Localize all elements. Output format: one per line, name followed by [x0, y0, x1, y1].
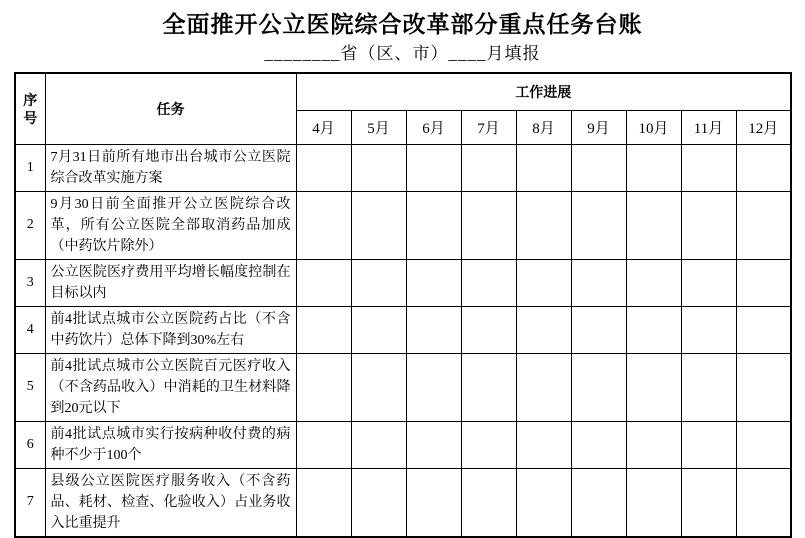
progress-cell: [296, 421, 351, 468]
progress-cell: [461, 468, 516, 537]
progress-cell: [571, 421, 626, 468]
month-header-5: 5月: [351, 110, 406, 144]
progress-cell: [681, 144, 736, 191]
progress-cell: [571, 191, 626, 259]
task-text: 县级公立医院医疗服务收入（不含药品、耗材、检查、化验收入）占业务收入比重提升: [45, 468, 296, 537]
progress-cell: [461, 191, 516, 259]
progress-cell: [626, 144, 681, 191]
progress-cell: [406, 468, 461, 537]
progress-cell: [461, 306, 516, 353]
progress-cell: [736, 259, 791, 306]
table-row: [15, 421, 791, 468]
progress-cell: [351, 144, 406, 191]
progress-cell: [516, 306, 571, 353]
progress-cell: [626, 306, 681, 353]
table-row: [15, 306, 791, 353]
task-text: 前4批试点城市实行按病种收付费的病种不少于100个: [45, 421, 296, 468]
progress-cell: [461, 353, 516, 421]
progress-cell: [626, 353, 681, 421]
row-index: 5: [15, 353, 45, 421]
page-title: 全面推开公立医院综合改革部分重点任务台账: [162, 12, 643, 37]
progress-cell: [406, 353, 461, 421]
month-header-6: 6月: [406, 110, 461, 144]
progress-cell: [461, 421, 516, 468]
progress-cell: [736, 421, 791, 468]
progress-cell: [681, 353, 736, 421]
month-header-9: 9月: [571, 110, 626, 144]
progress-cell: [681, 421, 736, 468]
task-text: 7月31日前所有地市出台城市公立医院综合改革实施方案: [45, 144, 296, 191]
progress-cell: [351, 306, 406, 353]
progress-cell: [516, 421, 571, 468]
progress-cell: [681, 468, 736, 537]
progress-cell: [296, 353, 351, 421]
column-header-index: 序号: [15, 73, 45, 144]
column-header-progress: 工作进展: [296, 73, 791, 110]
progress-cell: [351, 421, 406, 468]
progress-cell: [461, 259, 516, 306]
task-text: 前4批试点城市公立医院药占比（不含中药饮片）总体下降到30%左右: [45, 306, 296, 353]
progress-cell: [736, 306, 791, 353]
progress-cell: [516, 259, 571, 306]
task-text: 9月30日前全面推开公立医院综合改革，所有公立医院全部取消药品加成（中药饮片除外）: [45, 191, 296, 259]
progress-cell: [296, 191, 351, 259]
month-header-8: 8月: [516, 110, 571, 144]
row-index: 4: [15, 306, 45, 353]
row-index: 7: [15, 468, 45, 537]
progress-cell: [351, 191, 406, 259]
row-index: 6: [15, 421, 45, 468]
month-header-10: 10月: [626, 110, 681, 144]
progress-cell: [351, 353, 406, 421]
progress-cell: [571, 353, 626, 421]
progress-cell: [681, 306, 736, 353]
progress-cell: [626, 191, 681, 259]
progress-cell: [626, 468, 681, 537]
month-header-11: 11月: [681, 110, 736, 144]
progress-cell: [516, 144, 571, 191]
progress-cell: [516, 191, 571, 259]
progress-cell: [406, 191, 461, 259]
row-index: 1: [15, 144, 45, 191]
progress-cell: [351, 259, 406, 306]
task-ledger-table: [14, 72, 792, 538]
progress-cell: [681, 259, 736, 306]
progress-cell: [296, 259, 351, 306]
table-row: [15, 259, 791, 306]
row-index: 3: [15, 259, 45, 306]
progress-cell: [736, 353, 791, 421]
progress-cell: [406, 421, 461, 468]
progress-cell: [736, 191, 791, 259]
progress-cell: [296, 468, 351, 537]
table-row: [15, 353, 791, 421]
progress-cell: [461, 144, 516, 191]
progress-cell: [351, 468, 406, 537]
progress-cell: [626, 421, 681, 468]
page-subtitle: ________省（区、市）____月填报: [264, 44, 541, 63]
progress-cell: [296, 144, 351, 191]
progress-cell: [681, 191, 736, 259]
row-index: 2: [15, 191, 45, 259]
progress-cell: [626, 259, 681, 306]
progress-cell: [736, 468, 791, 537]
table-row: [15, 191, 791, 259]
table-row: [15, 144, 791, 191]
task-text: 公立医院医疗费用平均增长幅度控制在目标以内: [45, 259, 296, 306]
month-header-7: 7月: [461, 110, 516, 144]
month-header-4: 4月: [296, 110, 351, 144]
progress-cell: [516, 353, 571, 421]
progress-cell: [571, 468, 626, 537]
month-header-12: 12月: [736, 110, 791, 144]
progress-cell: [406, 259, 461, 306]
task-text: 前4批试点城市公立医院百元医疗收入（不含药品收入）中消耗的卫生材料降到20元以下: [45, 353, 296, 421]
progress-cell: [736, 144, 791, 191]
progress-cell: [296, 306, 351, 353]
progress-cell: [571, 306, 626, 353]
table-row: [15, 468, 791, 537]
column-header-task: 任务: [45, 73, 296, 144]
progress-cell: [571, 144, 626, 191]
progress-cell: [571, 259, 626, 306]
progress-cell: [406, 306, 461, 353]
progress-cell: [516, 468, 571, 537]
progress-cell: [406, 144, 461, 191]
